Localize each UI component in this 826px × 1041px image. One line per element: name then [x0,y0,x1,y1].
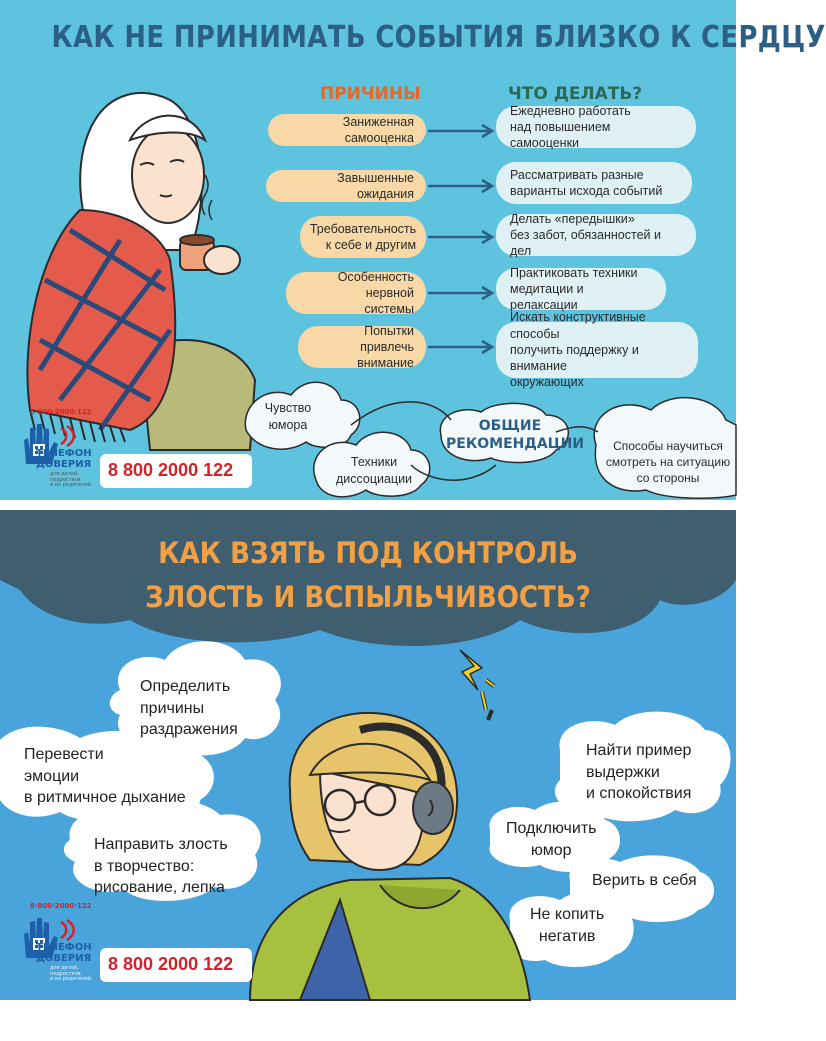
helpline-name: ТЕЛЕФОН ДОВЕРИЯ [36,448,92,470]
todo-text: Искать конструктивные способы получить поддержку и внимание окружающих [510,310,646,390]
cause-text: Требовательность к себе и другим [309,221,417,252]
helpline-arc-number: 8·800·2000·122 [30,408,92,416]
todo-text: Рассматривать разные варианты исхода событий [510,167,663,198]
phone-number[interactable]: 8 800 2000 122 [108,460,234,480]
signal-waves-icon [58,918,78,942]
cause-text: Заниженная самооценка [342,114,414,145]
todo-box [496,211,696,259]
todo-box [496,162,692,204]
tip-creativity: Направить злость в творчество: рисование, лепка [94,836,228,897]
todo-box [496,103,696,151]
bottom-panel [0,510,736,1000]
cause-text: Попытки привлечь внимание [357,323,414,371]
helpline-subtitle: для детей, подростков и их родителей [50,965,92,982]
helpline-logo [12,398,106,492]
tip-find-causes: Определить причины раздражения [140,678,238,739]
recommendation-outside-view: Способы научиться смотреть на ситуацию со стороны [605,439,731,486]
tip-believe-yourself: Верить в себя [592,872,697,889]
cause-box [266,170,426,202]
helpline-name: ТЕЛЕФОН ДОВЕРИЯ [36,942,92,964]
arrow-right-icon [426,340,496,354]
girl-with-headphones-illustration [230,700,530,1000]
recommendation-dissociation: Техники диссоциации [335,455,413,486]
tip-rhythmic-breathing: Перевести эмоции в ритмичное дыхание [24,746,186,807]
arrow-right-icon [426,179,496,193]
cause-text: Завышенные ожидания [337,170,414,201]
cause-box [300,216,426,258]
arrow-right-icon [426,124,496,138]
phone-number[interactable]: 8 800 2000 122 [108,954,234,974]
phone-box [100,454,252,488]
top-title: КАК НЕ ПРИНИМАТЬ СОБЫТИЯ БЛИЗКО К СЕРДЦУ [51,20,826,55]
arrow-right-icon [426,230,496,244]
helpline-subtitle: для детей, подростков и их родителей [50,471,92,488]
cause-box [268,114,426,146]
cause-box [298,323,426,371]
woman-with-blanket-illustration [0,80,260,450]
todo-text: Практиковать техники медитации и релаксации [510,265,638,313]
helpline-arc-number: 8·800·2000·122 [30,902,92,910]
top-panel [0,0,826,500]
arrow-right-icon [426,286,496,300]
tip-humor: Подключить юмор [506,820,597,859]
cause-text: Особенность нервной системы [337,269,414,317]
bottom-title: КАК ВЗЯТЬ ПОД КОНТРОЛЬ ЗЛОСТЬ И ВСПЫЛЬЧИВОСТЬ? [145,536,591,614]
todo-text: Делать «передышки» без забот, обязанностей и дел [510,211,661,259]
helpline-logo [12,892,106,986]
todo-header: ЧТО ДЕЛАТЬ? [508,84,643,104]
causes-header: ПРИЧИНЫ [320,84,421,104]
tip-find-example: Найти пример выдержки и спокойствия [586,742,692,803]
cause-box [286,269,426,317]
recommendation-humor: Чувство юмора [264,401,312,432]
phone-box [100,948,252,982]
signal-waves-icon [58,424,78,448]
todo-text: Ежедневно работать над повышением самооценки [510,103,631,151]
tip-no-negativity: Не копить негатив [530,906,605,945]
general-recommendations-title: ОБЩИЕ РЕКОМЕНДАЦИИ [446,418,585,452]
todo-box [496,265,666,313]
